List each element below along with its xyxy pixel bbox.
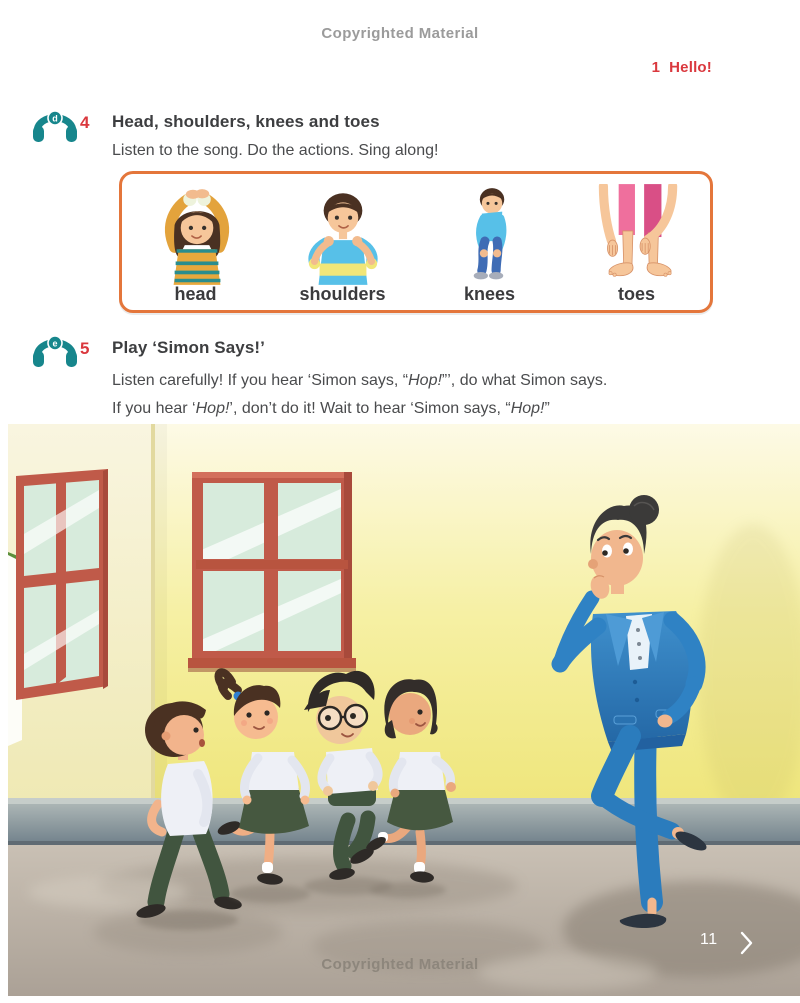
activity-text-line: If you hear ‘Hop!’, don’t do it! Wait to hear ‘Simon says, “Hop!” [112,400,550,417]
copyright-bottom: Copyrighted Material [321,956,479,973]
activity-number: 5 [80,339,90,358]
page-number: 11 [700,931,718,948]
vocab-item-shoulders [269,174,416,310]
vocab-label: shoulders [299,284,386,304]
knees-figure-illustration [434,184,546,286]
vocab-label: head [174,284,217,304]
track-letter: d [52,113,58,124]
unit-title: Hello! [669,59,712,76]
left-window [16,469,108,700]
vocab-item-toes [563,174,710,310]
activity-title: Play ‘Simon Says!’ [112,338,265,357]
activity-number: 4 [80,113,90,132]
shoulders-figure-illustration [287,184,399,286]
vocab-label: toes [617,284,655,304]
activity-instruction: Listen to the song. Do the actions. Sing along! [112,142,439,159]
activity-title: Head, shoulders, knees and toes [112,112,380,131]
vocabulary-box [119,171,713,313]
head-figure-illustration [140,184,252,286]
headphones-icon [32,105,78,145]
classroom-scene [8,424,800,996]
vocab-item-head [122,174,269,310]
track-letter: e [52,338,58,349]
unit-label [652,59,712,76]
copyright-top: Copyrighted Material [321,25,479,42]
toes-figure-illustration [581,184,693,286]
vocab-label: knees [463,284,516,304]
unit-number: 1 [651,59,661,76]
next-page-chevron-icon [740,931,754,955]
floor [8,845,800,996]
right-window [188,472,356,672]
headphones-icon [32,330,78,370]
activity-text-line: Listen carefully! If you hear ‘Simon says, “Hop!”’, do what Simon says. [112,372,608,389]
vocab-item-knees [416,174,563,310]
